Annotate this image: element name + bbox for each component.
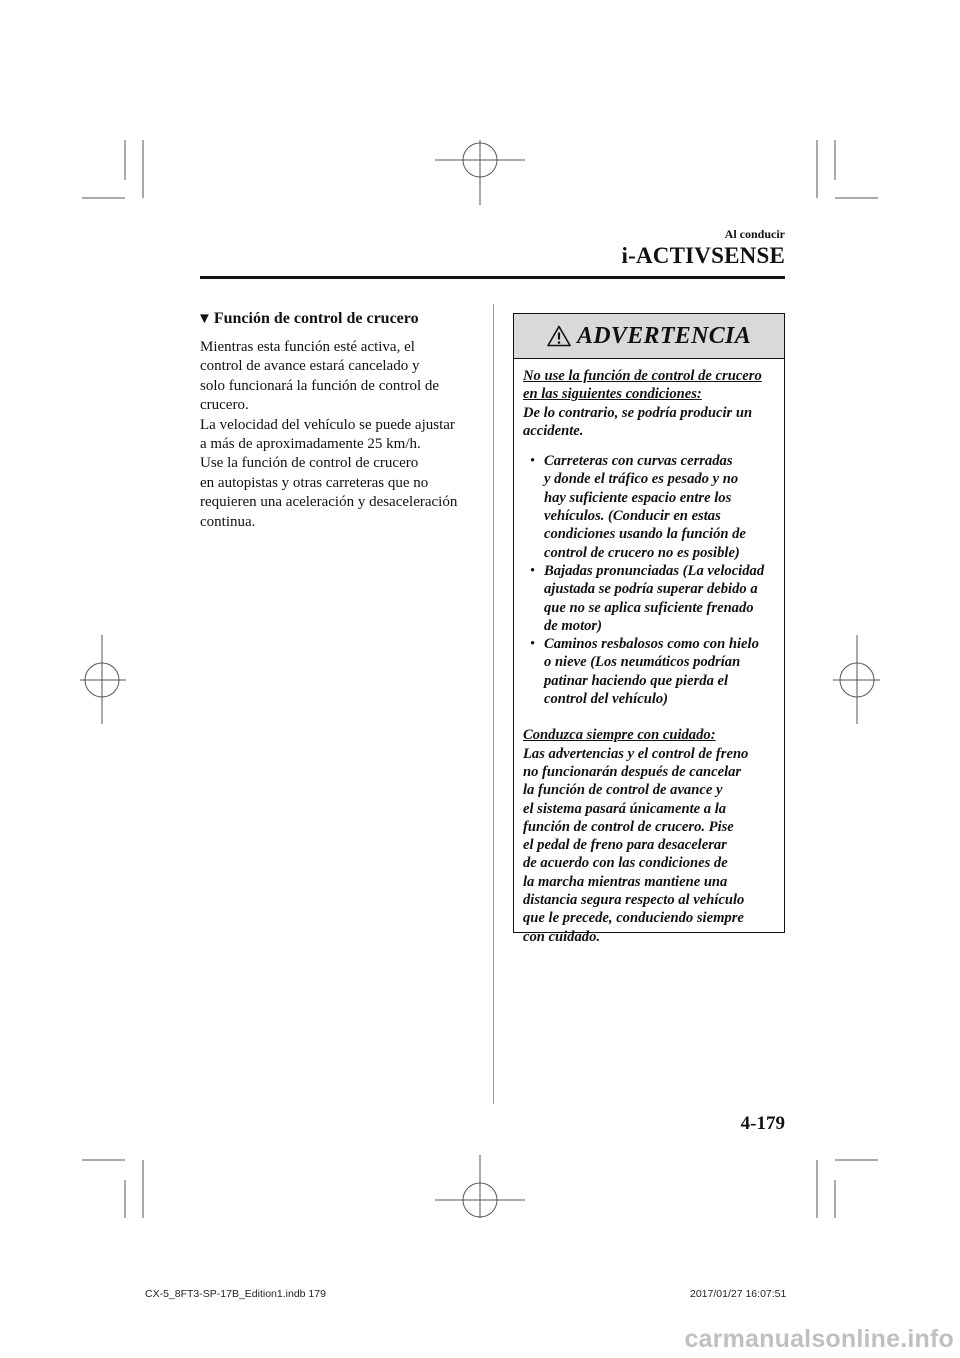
- left-column: [197, 310, 482, 532]
- warning-header: [514, 314, 784, 359]
- caution-line: el sistema pasará únicamente a la: [523, 800, 727, 817]
- caution-line: la marcha mientras mantiene una: [523, 873, 728, 890]
- bullet-line: vehículos. (Conducir en estas: [544, 508, 721, 525]
- body-line: La velocidad del vehículo se puede ajustar: [200, 416, 455, 433]
- print-timestamp: 2017/01/27 16:07:51: [690, 1288, 787, 1300]
- body-line: solo funcionará la función de control de: [200, 377, 440, 394]
- caution-heading: Conduzca siempre con cuidado:: [523, 727, 716, 744]
- list-item: [523, 562, 780, 635]
- list-item: [523, 452, 780, 562]
- caution-line: que le precede, conduciendo siempre: [523, 910, 744, 927]
- warning-intro-underlined: No use la función de control de crucero: [523, 368, 762, 384]
- warning-box: [513, 313, 785, 945]
- caution-line: de acuerdo con las condiciones de: [523, 855, 728, 872]
- bullet-line: patinar haciendo que pierda el: [544, 672, 729, 689]
- bullet-icon: •: [530, 562, 536, 579]
- body-line: control de avance estará cancelado y: [200, 358, 420, 375]
- body-line: a más de aproximadamente 25 km/h.: [200, 436, 421, 453]
- bullet-line: o nieve (Los neumáticos podrían: [544, 654, 741, 671]
- watermark: carmanualsonline.info: [684, 1325, 954, 1353]
- caution-line: con cuidado.: [523, 928, 601, 945]
- bullet-line: de motor): [544, 617, 602, 634]
- column-divider: [493, 304, 494, 1104]
- body-line: Use la función de control de crucero: [200, 455, 419, 472]
- bullet-line: control del vehículo): [544, 691, 669, 708]
- list-item: [523, 635, 780, 708]
- caution-line: función de control de crucero. Pise: [523, 818, 734, 835]
- bullet-line: ajustada se podría superar debido a: [544, 581, 758, 598]
- heading-text: Función de control de crucero: [213, 310, 419, 327]
- warning-intro-underlined: en las siguientes condiciones:: [523, 386, 702, 403]
- bullet-line: Caminos resbalosos como con hielo: [544, 636, 759, 653]
- body-line: en autopistas y otras carreteras que no: [200, 474, 429, 491]
- file-slug: CX-5_8FT3-SP-17B_Edition1.indb 179: [145, 1288, 326, 1300]
- caution-line: distancia segura respecto al vehículo: [523, 892, 745, 909]
- bullet-line: y donde el tráfico es pesado y no: [544, 471, 739, 488]
- bullet-line: que no se aplica suficiente frenado: [544, 599, 754, 616]
- body-paragraph: [200, 338, 482, 532]
- section-title: i-ACTIVSENSE: [621, 243, 785, 268]
- body-line: crucero.: [200, 397, 249, 414]
- warning-body: [514, 359, 784, 946]
- caution-line: el pedal de freno para desacelerar: [523, 837, 727, 854]
- bullet-icon: •: [530, 453, 536, 470]
- body-line: requieren una aceleración y desaceleración: [200, 494, 458, 511]
- warning-bullet-list: [523, 452, 780, 708]
- warning-intro: accidente.: [523, 422, 584, 439]
- bullet-line: Bajadas pronunciadas (La velocidad: [544, 562, 765, 579]
- bullet-line: condiciones usando la función de: [544, 526, 746, 543]
- bullet-line: hay suficiente espacio entre los: [544, 489, 732, 506]
- body-line: Mientras esta función esté activa, el: [200, 339, 415, 355]
- bullet-icon: •: [530, 636, 536, 653]
- triangle-marker-icon: ▼: [197, 311, 212, 327]
- caution-line: la función de control de avance y: [523, 782, 723, 799]
- warning-triangle-icon: [547, 325, 571, 347]
- spacer: [523, 708, 780, 726]
- page-number: 4-179: [740, 1113, 785, 1134]
- body-line: continua.: [200, 513, 256, 530]
- chapter-label: Al conducir: [724, 227, 785, 241]
- caution-line: no funcionarán después de cancelar: [523, 763, 742, 780]
- warning-title: ADVERTENCIA: [576, 322, 752, 349]
- bullet-line: Carreteras con curvas cerradas: [544, 453, 733, 470]
- caution-line: Las advertencias y el control de freno: [523, 745, 749, 762]
- section-heading: [197, 310, 482, 328]
- header-rule: [200, 276, 785, 279]
- warning-intro: De lo contrario, se podría producir un: [523, 404, 753, 421]
- bullet-line: control de crucero no es posible): [544, 544, 740, 561]
